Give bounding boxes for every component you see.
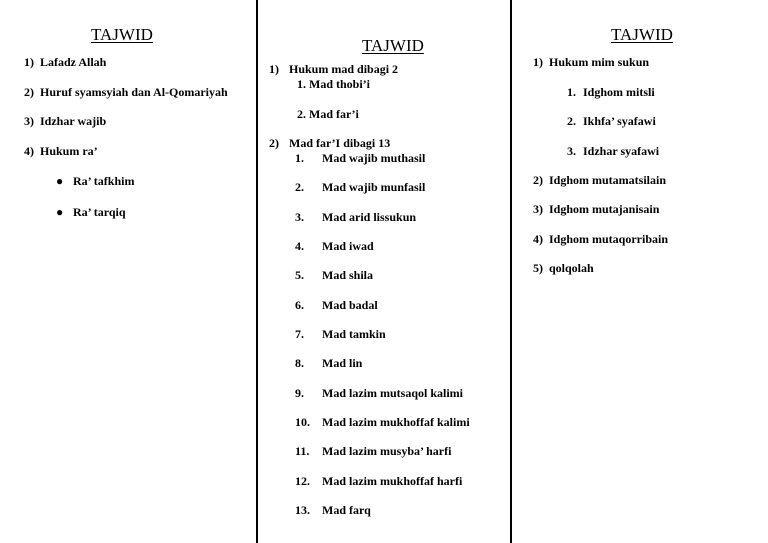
column-2: TAJWID 1) Hukum mad dibagi 2 1. Mad thobi’i 2. Mad far’i 2) Mad far’I dibagi 13 1. Mad wajib muthasil 2. Mad wajib munfasil 3. Mad arid lissukun 4. Mad iwad 5. Mad shila 6. Mad badal 7. Mad tamkin 8. Mad lin 9. Mad lazim mutsaqol kalimi 10. Mad lazim mukhoffaf kalimi 11. Mad lazim musyba’ harfi 12. Mad lazim mukhoffaf harfi 13. Mad farq xyxy=(256,0,512,543)
column-2-title: TAJWID xyxy=(362,36,424,55)
bullet-icon: ● xyxy=(56,205,64,219)
bullet-icon: ● xyxy=(56,174,64,188)
column-1-title: TAJWID xyxy=(91,25,153,44)
column-3: TAJWID 1) Hukum mim sukun 1. Idghom mitsli 2. Ikhfa’ syafawi 3. Idzhar syafawi 2) Idghom mutamatsilain 3) Idghom mutajanisain 4) Idghom mutaqorribain 5) qolqolah xyxy=(533,25,673,275)
column-1: TAJWID 1) Lafadz Allah 2) Huruf syamsyiah dan Al-Qomariyah 3) Idzhar wajib 4) Hukum ra’ ● Ra’ tafkhim ● Ra’ tarqiq xyxy=(24,25,228,219)
column-3-title: TAJWID xyxy=(611,25,673,44)
